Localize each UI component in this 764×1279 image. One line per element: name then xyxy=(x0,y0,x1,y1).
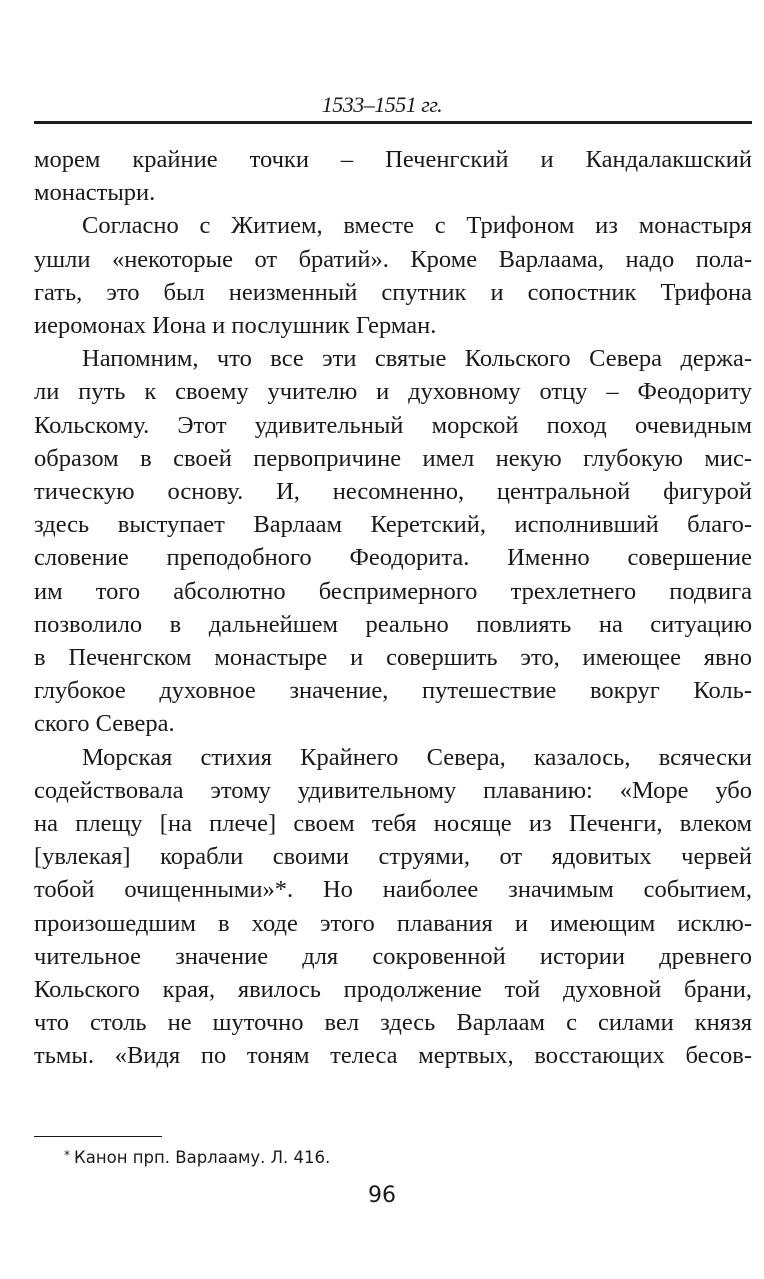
page-number: 96 xyxy=(368,1183,396,1208)
text-line: ского Севера. xyxy=(34,710,175,738)
text-line: [увлекая] корабли своими струями, от ядовитых червей xyxy=(34,843,752,871)
text-line: на плещу [на плече] своем тебя носяще из Печенги, влеком xyxy=(34,810,752,838)
text-line: в Печенгском монастыре и совершить это, имеющее явно xyxy=(34,644,752,672)
text-line: словение преподобного Феодорита. Именно совершение xyxy=(34,544,752,572)
text-line: чительное значение для сокровенной истории древнего xyxy=(34,942,752,970)
text-line: что столь не шуточно вел здесь Варлаам с силами князя xyxy=(34,1009,752,1037)
text-line: Напомним, что все эти святые Кольского Севера держа- xyxy=(82,345,752,373)
running-head: 1533–1551 гг. xyxy=(321,92,443,117)
text-line: ушли «некоторые от братий». Кроме Варлаама, надо пола- xyxy=(34,245,752,273)
text-line: тобой очищенными»*. Но наиболее значимым событием, xyxy=(34,876,752,904)
footnote-text: Канон прп. Варлааму. Л. 416. xyxy=(74,1148,331,1167)
text-line: позволило в дальнейшем реально повлиять на ситуацию xyxy=(34,610,752,638)
body-text xyxy=(34,143,752,1073)
footnote-mark: * xyxy=(64,1148,70,1162)
text-line: Кольского края, явилось продолжение той духовной брани, xyxy=(34,976,752,1004)
text-line: Морская стихия Крайнего Севера, казалось, всячески xyxy=(82,743,752,771)
text-line: иеромонах Иона и послушник Герман. xyxy=(34,312,437,340)
text-line: им того абсолютно беспримерного трехлетнего подвига xyxy=(34,577,752,605)
text-line: содействовала этому удивительному плаванию: «Море убо xyxy=(34,776,752,804)
footnote xyxy=(64,1148,330,1167)
text-line: глубокое духовное значение, путешествие вокруг Коль- xyxy=(34,677,752,705)
text-line: гать, это был неизменный спутник и сопостник Трифона xyxy=(34,278,752,306)
text-line: произошедшим в ходе этого плавания и имеющим исклю- xyxy=(34,909,752,937)
header-rule xyxy=(34,121,752,124)
text-line: Согласно с Житием, вместе с Трифоном из монастыря xyxy=(82,212,752,240)
footnote-rule xyxy=(34,1136,162,1137)
text-line: морем крайние точки – Печенгский и Кандалакшский xyxy=(34,146,752,173)
text-line: ли путь к своему учителю и духовному отцу – Феодориту xyxy=(34,378,752,406)
text-line: образом в своей первопричине имел некую глубокую мис- xyxy=(34,444,752,472)
text-line: монастыри. xyxy=(34,179,156,207)
text-line: тьмы. «Видя по тоням телеса мертвых, восстающих бесов- xyxy=(34,1042,752,1070)
text-line: тическую основу. И, несомненно, центральной фигурой xyxy=(34,478,752,506)
text-line: Кольскому. Этот удивительный морской поход очевидным xyxy=(34,411,752,439)
text-line: здесь выступает Варлаам Керетский, исполнивший благо- xyxy=(34,511,752,539)
